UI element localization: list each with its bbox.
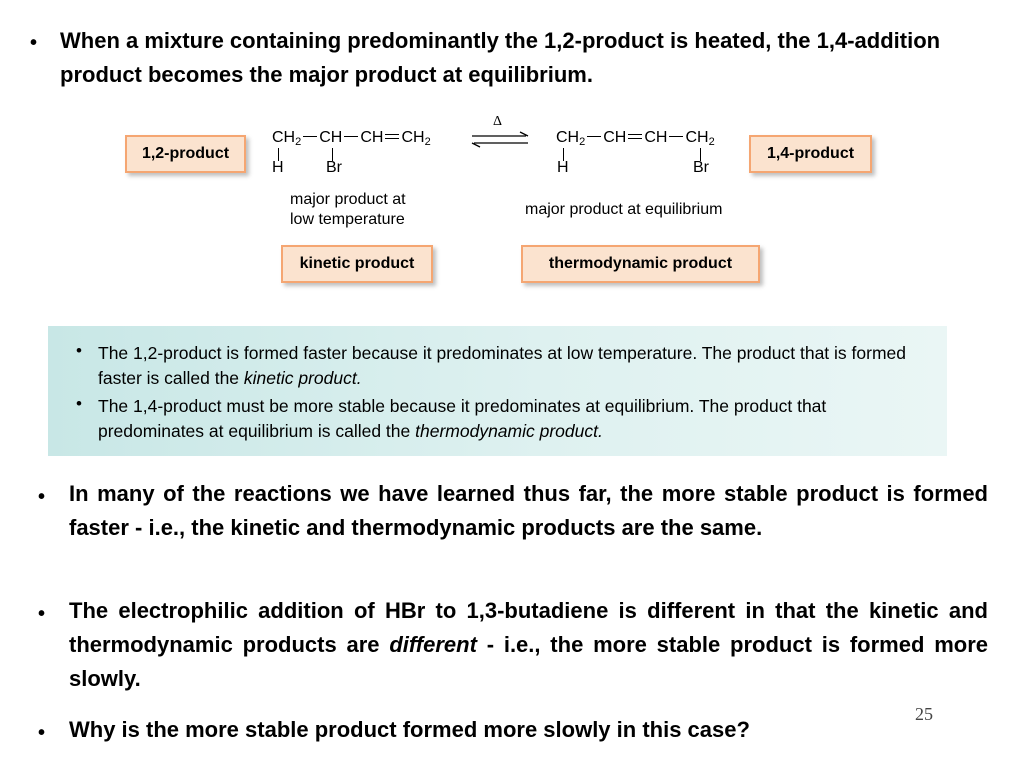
right-caption: major product at equilibrium [525,201,723,218]
thermodynamic-product-label: thermodynamic product [521,245,760,283]
right-formula: $CH_2$ CH CH $CH_2$ [556,129,715,148]
right-h-substituent: H [557,159,569,176]
panel-bullet-dot: • [76,394,82,413]
bullet-dot: • [38,486,46,508]
panel-item-kinetic: The 1,2-product is formed faster because it predominates at low temperature. The product that is formed faster is called the kinetic product. [98,343,906,388]
left-formula: $CH_2$ CH CH $CH_2$ [272,129,431,148]
bullet-question: Why is the more stable product formed more slowly in this case? [69,717,750,742]
left-br-substituent: Br [326,159,342,176]
panel-bullet-dot: • [76,341,82,360]
left-caption-line1: major product at [290,191,406,208]
product-12-label: 1,2-product [125,135,246,173]
equilibrium-arrows [468,130,532,150]
bullet-hbr-butadiene: The electrophilic addition of HBr to 1,3-butadiene is different in that the kinetic and thermodynamic products are different - i.e., the more stable product is formed more slowly. [69,598,988,691]
right-br-substituent: Br [693,159,709,176]
heat-symbol: Δ [493,114,503,129]
bullet-dot: • [38,722,46,744]
bullet-dot: • [38,603,46,625]
page-number: 25 [915,704,933,724]
left-h-substituent: H [272,159,284,176]
panel-item-thermodynamic: The 1,4-product must be more stable because it predominates at equilibrium. The product that predominates at equilibrium is called the thermodynamic product. [98,396,827,441]
left-caption-line2: low temperature [290,211,405,228]
intro-bullet-text: When a mixture containing predominantly the 1,2-product is heated, the 1,4-addition product becomes the major product at equilibrium. [60,28,941,87]
bullet-dot: • [30,32,38,54]
product-14-label: 1,4-product [749,135,872,173]
bullet-same-products: In many of the reactions we have learned thus far, the more stable product is formed faster - i.e., the kinetic and thermodynamic products are the same. [69,481,988,540]
kinetic-product-label: kinetic product [281,245,433,283]
